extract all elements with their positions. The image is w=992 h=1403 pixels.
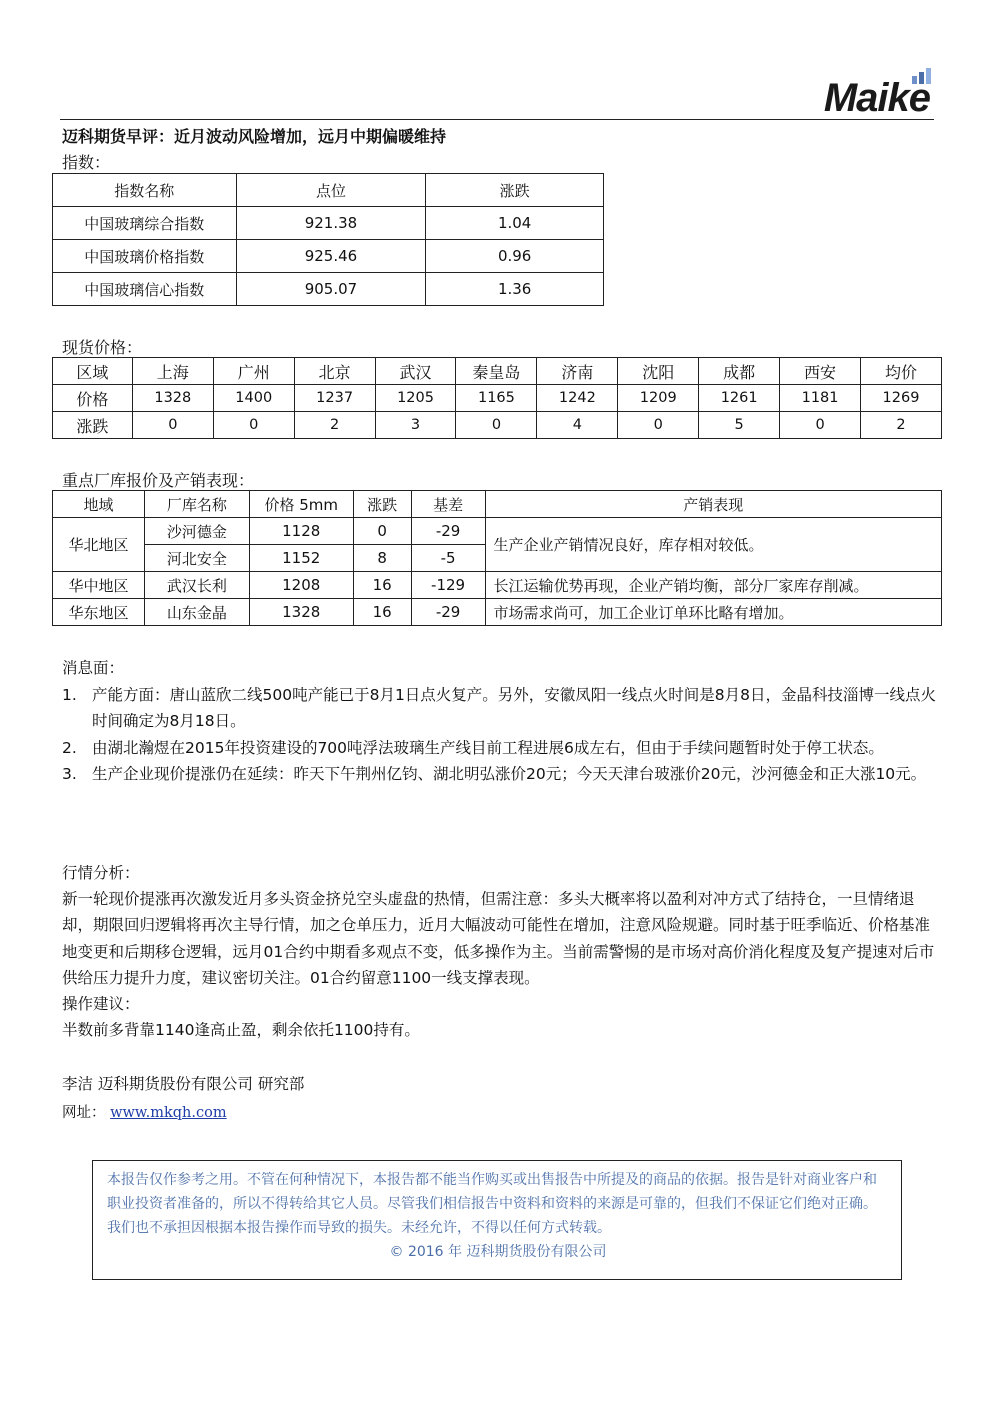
advice-label: 操作建议： (62, 995, 140, 1014)
remark-cell: 长江运输优势再现，企业产销均衡，部分厂家库存削减。 (485, 572, 941, 599)
author-line: 李洁 迈科期货股份有限公司 研究部 (62, 1075, 305, 1093)
table-cell: 中国玻璃价格指数 (53, 240, 237, 273)
table-cell: -29 (411, 518, 485, 545)
header-cell: 基差 (411, 491, 485, 518)
table-cell: 905.07 (236, 273, 426, 306)
table-cell: 1.04 (426, 207, 604, 240)
list-item-text: 生产企业现价提涨仍在延续：昨天下午荆州亿钧、湖北明弘涨价20元；今天天津台玻涨价20元，沙河德金和正大涨10元。 (92, 765, 927, 783)
index-section-label: 指数： (62, 153, 111, 172)
table-cell: 秦皇岛 (456, 358, 537, 385)
table-row (53, 273, 604, 306)
table-cell: 1152 (249, 545, 353, 572)
table-cell: 1400 (213, 385, 294, 412)
advice-text: 半数前多背靠1140逢高止盈，剩余依托1100持有。 (62, 1021, 420, 1040)
disclaimer-text: 本报告仅作参考之用。不管在何种情况下，本报告都不能当作购买或出售报告中所提及的商品的依据。报告是针对商业客户和职业投资者准备的，所以不得转给其它人员。尽管我们相信报告中资料和资料的来源是可靠的，但我们不保证它们绝对正确。我们也不承担因根据本报告操作而导致的损失。未经允许，不得以任何方式转载。 (107, 1172, 877, 1236)
factory-quote-table (52, 490, 942, 626)
table-cell: 沈阳 (618, 358, 699, 385)
disclaimer-box (92, 1160, 902, 1280)
table-cell: 1209 (618, 385, 699, 412)
remark-cell: 生产企业产销情况良好，库存相对较低。 (485, 518, 941, 572)
list-number: 3. (62, 765, 77, 783)
table-cell: 1205 (375, 385, 456, 412)
table-cell: 0 (353, 518, 411, 545)
table-cell: 1237 (294, 385, 375, 412)
table-row (53, 518, 942, 545)
spot-price-table (52, 357, 942, 439)
website-link[interactable]: www.mkqh.com (110, 1105, 227, 1121)
header-cell: 涨跌 (353, 491, 411, 518)
company-logo: Maike (823, 76, 930, 120)
table-cell: 区域 (53, 358, 133, 385)
table-cell: 2 (861, 412, 942, 439)
news-list (62, 682, 942, 788)
table-cell: 价格 (53, 385, 133, 412)
table-cell: 武汉 (375, 358, 456, 385)
table-cell: 0 (132, 412, 213, 439)
region-cell: 华北地区 (53, 518, 145, 572)
table-cell: 1242 (537, 385, 618, 412)
remark-cell: 市场需求尚可，加工企业订单环比略有增加。 (485, 599, 941, 626)
table-row (53, 207, 604, 240)
table-cell: 1328 (132, 385, 213, 412)
list-item (62, 761, 942, 788)
table-cell: 上海 (132, 358, 213, 385)
header-cell: 点位 (236, 174, 426, 207)
table-cell: 武汉长利 (144, 572, 249, 599)
table-row (53, 599, 942, 626)
header-cell: 地域 (53, 491, 145, 518)
table-cell: 西安 (780, 358, 861, 385)
table-cell: 0 (456, 412, 537, 439)
table-cell: -29 (411, 599, 485, 626)
list-item-text: 由湖北瀚煜在2015年投资建设的700吨浮法玻璃生产线目前工程进展6成左右，但由于手续问题暂时处于停工状态。 (92, 738, 884, 757)
table-cell: 1165 (456, 385, 537, 412)
table-cell: 涨跌 (53, 412, 133, 439)
website-label: 网址： (62, 1105, 106, 1121)
report-title: 迈科期货早评：近月波动风险增加，远月中期偏暖维持 (62, 127, 447, 146)
table-cell: 均价 (861, 358, 942, 385)
website-line (62, 1101, 227, 1122)
table-cell: 1.36 (426, 273, 604, 306)
analysis-text: 新一轮现价提涨再次激发近月多头资金挤兑空头虚盘的热情，但需注意：多头大概率将以盈利对冲方式了结持仓，一旦情绪退却，期限回归逻辑将再次主导行情，加之仓单压力，近月大幅波动可能性在增加，注意风险规避。同时基于旺季临近、价格基准地变更和后期移仓逻辑，远月01合约中期看多观点不变，低多操作为主。当前需警惕的是市场对高价消化程度及复产提速对后市供给压力提升力度，建议密切关注。01合约留意1100一线支撑表现。 (62, 890, 935, 987)
table-cell: 1328 (249, 599, 353, 626)
table-cell: 广州 (213, 358, 294, 385)
table-cell: 中国玻璃信心指数 (53, 273, 237, 306)
list-number: 2. (62, 738, 77, 757)
table-cell: 成都 (699, 358, 780, 385)
header-cell: 指数名称 (53, 174, 237, 207)
table-cell: 1181 (780, 385, 861, 412)
table-cell: 3 (375, 412, 456, 439)
header-cell: 价格 5mm (249, 491, 353, 518)
list-number: 1. (62, 685, 77, 704)
index-table (52, 173, 604, 306)
table-cell: 16 (353, 572, 411, 599)
region-cell: 华中地区 (53, 572, 145, 599)
table-cell: 济南 (537, 358, 618, 385)
table-cell: 沙河德金 (144, 518, 249, 545)
table-cell: 1261 (699, 385, 780, 412)
table-header-row (53, 491, 942, 518)
list-item (62, 682, 942, 735)
table-cell: 5 (699, 412, 780, 439)
table-cell: 2 (294, 412, 375, 439)
analysis-label: 行情分析： (62, 864, 140, 882)
table-cell: 0.96 (426, 240, 604, 273)
table-cell: 1208 (249, 572, 353, 599)
table-cell: 北京 (294, 358, 375, 385)
factory-section-label: 重点厂库报价及产销表现： (62, 471, 255, 490)
table-row (53, 572, 942, 599)
table-cell: -5 (411, 545, 485, 572)
table-cell: -129 (411, 572, 485, 599)
header-cell: 厂库名称 (144, 491, 249, 518)
header-divider (60, 119, 934, 120)
table-cell: 1269 (861, 385, 942, 412)
table-cell: 0 (213, 412, 294, 439)
news-section (62, 655, 942, 788)
table-cell: 1128 (249, 518, 353, 545)
table-row (53, 240, 604, 273)
spot-section-label: 现货价格： (62, 338, 143, 357)
table-header-row (53, 174, 604, 207)
table-cell: 16 (353, 599, 411, 626)
news-section-label: 消息面： (62, 659, 125, 677)
table-cell: 山东金晶 (144, 599, 249, 626)
table-row (53, 358, 942, 385)
list-item (62, 735, 942, 762)
table-row (53, 385, 942, 412)
table-cell: 8 (353, 545, 411, 572)
table-cell: 0 (780, 412, 861, 439)
copyright-text: © 2016 年 迈科期货股份有限公司 (389, 1244, 607, 1260)
table-cell: 4 (537, 412, 618, 439)
header-cell: 产销表现 (485, 491, 941, 518)
table-cell: 中国玻璃综合指数 (53, 207, 237, 240)
table-cell: 河北安全 (144, 545, 249, 572)
table-row (53, 412, 942, 439)
header-cell: 涨跌 (426, 174, 604, 207)
analysis-section (62, 860, 942, 1043)
table-cell: 925.46 (236, 240, 426, 273)
list-item-text: 产能方面：唐山蓝欣二线500吨产能已于8月1日点火复产。另外，安徽凤阳一线点火时间是8月8日，金晶科技淄博一线点火时间确定为8月18日。 (92, 685, 937, 730)
table-cell: 0 (618, 412, 699, 439)
region-cell: 华东地区 (53, 599, 145, 626)
table-cell: 921.38 (236, 207, 426, 240)
